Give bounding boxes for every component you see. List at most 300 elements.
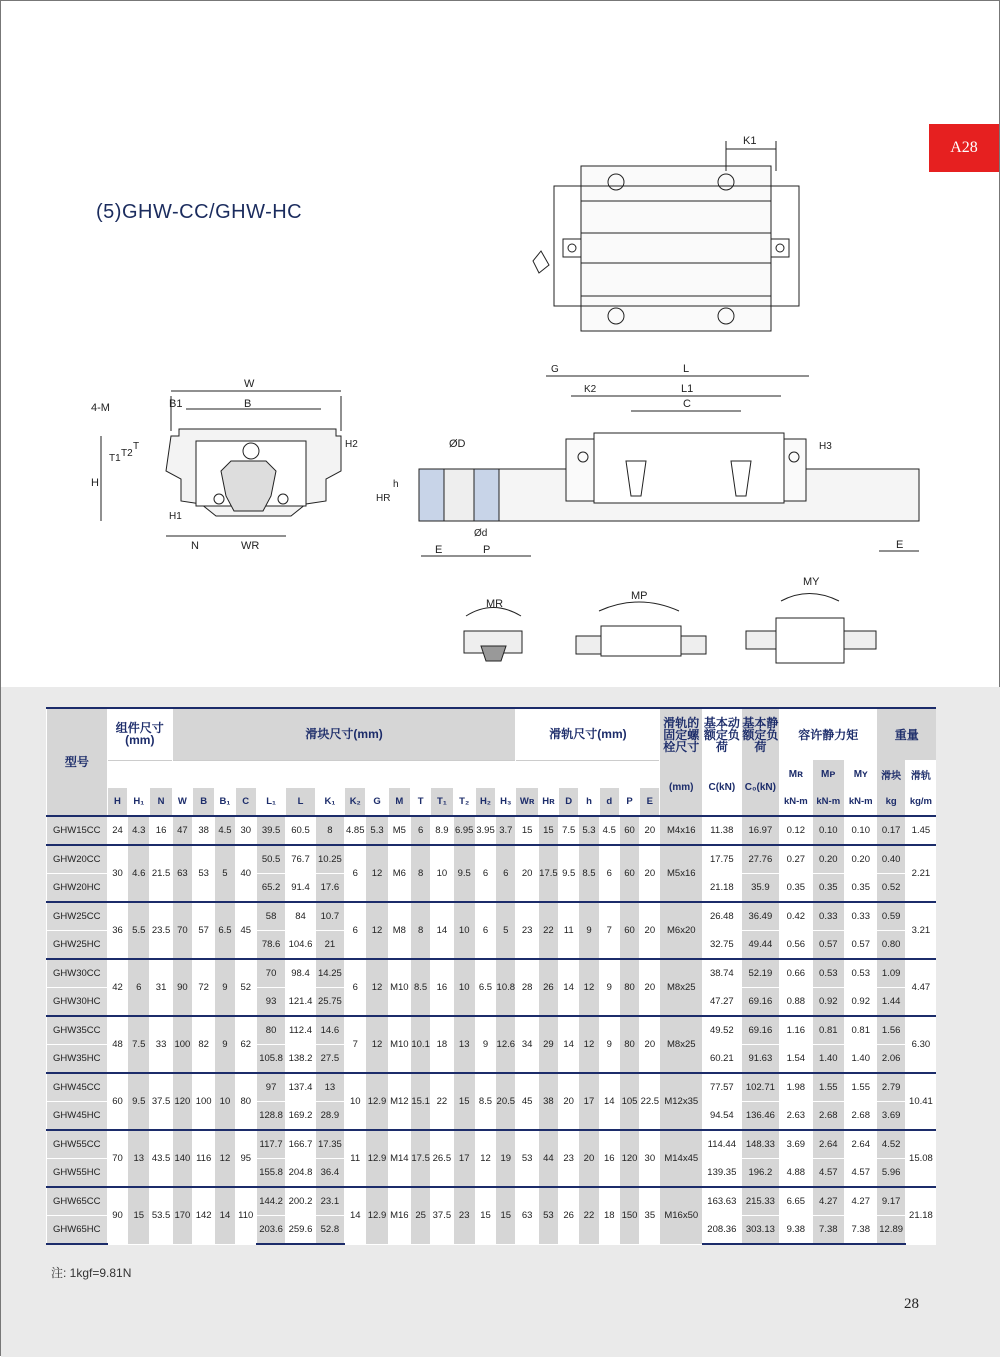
cell-mr: 1.98 — [780, 1073, 812, 1102]
cell-l1: 203.6 — [256, 1215, 285, 1244]
label-k1: K1 — [743, 135, 757, 147]
cell-h: 12 — [579, 1016, 599, 1073]
cell-bolt: M12x35 — [660, 1073, 703, 1130]
cell-h: 36 — [107, 902, 127, 959]
cell-t1: 37.5 — [431, 1187, 453, 1244]
cell-c0: 16.97 — [741, 816, 780, 845]
cell-hr: 29 — [538, 1016, 558, 1073]
cell-l1: 93 — [256, 987, 285, 1016]
cell-c0: 215.33 — [741, 1187, 780, 1216]
cell-h: 8.5 — [579, 845, 599, 902]
cell-h: 9 — [579, 902, 599, 959]
cell-my: 0.57 — [845, 930, 877, 959]
cell-h2: 15 — [475, 1187, 495, 1244]
cell-k2: 6 — [345, 902, 366, 959]
cell-k1: 8 — [315, 816, 344, 845]
cell-mr: 0.56 — [780, 930, 812, 959]
cell-mr: 2.63 — [780, 1101, 812, 1130]
cell-my: 4.57 — [845, 1158, 877, 1187]
cell-d: 4.5 — [599, 816, 619, 845]
cell-cd: 26.48 — [703, 902, 742, 931]
unit-note: 注: 1kgf=9.81N — [51, 1266, 132, 1280]
cell-my: 7.38 — [845, 1215, 877, 1244]
cell-rail-weight: 6.30 — [905, 1016, 936, 1073]
cell-h1: 15 — [128, 1187, 150, 1244]
cell-hr: 38 — [538, 1073, 558, 1130]
label-t: T — [133, 441, 140, 452]
label-g: G — [551, 364, 559, 375]
cell-wr: 34 — [516, 1016, 538, 1073]
spec-table — [46, 707, 936, 1245]
model-cell: GHW35HC — [47, 1044, 108, 1073]
cell-h: 90 — [107, 1187, 127, 1244]
cell-kg: 3.69 — [877, 1101, 905, 1130]
cell-g: 12.9 — [366, 1073, 388, 1130]
hdr-unit: H₂ — [475, 788, 495, 816]
cell-n: 37.5 — [150, 1073, 172, 1130]
cell-w: 140 — [172, 1130, 192, 1187]
hdr-moment: 容许静力矩 — [780, 708, 877, 760]
hdr-unit: K₂ — [345, 788, 366, 816]
cell-c: 95 — [235, 1130, 256, 1187]
cell-mp: 0.57 — [812, 930, 844, 959]
cell-mr: 0.88 — [780, 987, 812, 1016]
cell-h: 20 — [579, 1130, 599, 1187]
cell-l: 112.4 — [286, 1016, 315, 1045]
cell-kg: 12.89 — [877, 1215, 905, 1244]
hdr-unit: T₁ — [431, 788, 453, 816]
label-h1: H1 — [169, 511, 182, 522]
model-cell: GHW65HC — [47, 1215, 108, 1244]
cell-d: 26 — [559, 1187, 579, 1244]
hdr-unit: E — [640, 788, 660, 816]
cell-hr: 44 — [538, 1130, 558, 1187]
cell-kg: 0.17 — [877, 816, 905, 845]
cell-hr: 22 — [538, 902, 558, 959]
cell-mr: 4.88 — [780, 1158, 812, 1187]
hdr-unit: H₁ — [128, 788, 150, 816]
cell-l1: 155.8 — [256, 1158, 285, 1187]
cell-k1: 28.9 — [315, 1101, 344, 1130]
cell-cd: 60.21 — [703, 1044, 742, 1073]
cell-bolt: M4x16 — [660, 816, 703, 845]
cell-k2: 6 — [345, 845, 366, 902]
cell-kg: 5.96 — [877, 1158, 905, 1187]
label-mp: MP — [631, 590, 648, 602]
cell-l: 259.6 — [286, 1215, 315, 1244]
label-b: B — [244, 398, 252, 410]
cell-h1: 13 — [128, 1130, 150, 1187]
table-row — [47, 1016, 937, 1045]
side-view-drawing — [376, 363, 919, 556]
cell-n: 31 — [150, 959, 172, 1016]
hdr-unit: P — [619, 788, 639, 816]
cell-b: 116 — [193, 1130, 215, 1187]
cell-k1: 17.35 — [315, 1130, 344, 1159]
cell-l1: 117.7 — [256, 1130, 285, 1159]
cell-cd: 208.36 — [703, 1215, 742, 1244]
cell-cd: 11.38 — [703, 816, 742, 845]
model-cell: GHW35CC — [47, 1016, 108, 1045]
cell-c: 45 — [235, 902, 256, 959]
hdr-unit-dyn: C(kN) — [703, 760, 742, 816]
cell-t1: 22 — [431, 1073, 453, 1130]
cell-h2: 12 — [475, 1130, 495, 1187]
cell-c: 110 — [235, 1187, 256, 1244]
hdr-unit: kN-m — [780, 788, 812, 816]
cell-h: 48 — [107, 1016, 127, 1073]
cell-h: 22 — [579, 1187, 599, 1244]
cell-mp: 0.35 — [812, 873, 844, 902]
cell-p: 80 — [619, 959, 639, 1016]
cell-d: 14 — [599, 1073, 619, 1130]
hdr-unit: kg/m — [905, 788, 936, 816]
cell-g: 12 — [366, 845, 388, 902]
cell-h: 17 — [579, 1073, 599, 1130]
hdr-bolt: 滑轨的固定螺栓尺寸 — [660, 708, 703, 760]
cell-rail-weight: 3.21 — [905, 902, 936, 959]
table-row — [47, 959, 937, 988]
cell-my: 0.33 — [845, 902, 877, 931]
cell-h1: 9.5 — [128, 1073, 150, 1130]
cell-k1: 10.7 — [315, 902, 344, 931]
cell-h2: 6.5 — [475, 959, 495, 1016]
cell-p: 60 — [619, 845, 639, 902]
cell-rail-weight: 1.45 — [905, 816, 936, 845]
hdr-sub-my: Mʏ — [845, 760, 877, 788]
cell-c0: 148.33 — [741, 1130, 780, 1159]
table-row — [47, 1187, 937, 1216]
cell-c: 80 — [235, 1073, 256, 1130]
hdr-unit: h — [579, 788, 599, 816]
cell-kg: 0.59 — [877, 902, 905, 931]
hdr-block: 滑块尺寸(mm) — [172, 708, 516, 760]
cell-c0: 303.13 — [741, 1215, 780, 1244]
cell-mp: 0.81 — [812, 1016, 844, 1045]
cell-wr: 63 — [516, 1187, 538, 1244]
cell-n: 16 — [150, 816, 172, 845]
cell-h1: 7.5 — [128, 1016, 150, 1073]
cell-t2: 6.95 — [453, 816, 475, 845]
cell-c0: 136.46 — [741, 1101, 780, 1130]
cell-k1: 17.6 — [315, 873, 344, 902]
cell-h1: 4.3 — [128, 816, 150, 845]
cell-l: 204.8 — [286, 1158, 315, 1187]
model-cell: GHW55CC — [47, 1130, 108, 1159]
cell-w: 70 — [172, 902, 192, 959]
cell-e: 20 — [640, 1016, 660, 1073]
cell-mp: 4.57 — [812, 1158, 844, 1187]
cell-l1: 128.8 — [256, 1101, 285, 1130]
label-t1: T1 — [109, 453, 121, 464]
cell-l1: 58 — [256, 902, 285, 931]
cell-m: M14 — [388, 1130, 410, 1187]
model-cell: GHW30CC — [47, 959, 108, 988]
cell-k1: 52.8 — [315, 1215, 344, 1244]
cell-h3: 15 — [496, 1187, 516, 1244]
page-number: 28 — [904, 1296, 919, 1312]
label-c: C — [683, 398, 691, 410]
cell-bolt: M14x45 — [660, 1130, 703, 1187]
cell-my: 0.53 — [845, 959, 877, 988]
cell-c0: 102.71 — [741, 1073, 780, 1102]
cell-t: 6 — [410, 816, 430, 845]
cell-b1: 5 — [215, 845, 235, 902]
cell-c0: 196.2 — [741, 1158, 780, 1187]
cell-b1: 9 — [215, 959, 235, 1016]
cell-n: 23.5 — [150, 902, 172, 959]
hdr-unit: H — [107, 788, 127, 816]
cell-my: 0.81 — [845, 1016, 877, 1045]
top-view-drawing — [533, 135, 799, 331]
cell-d: 14 — [559, 1016, 579, 1073]
cell-l: 84 — [286, 902, 315, 931]
cell-t2: 23 — [453, 1187, 475, 1244]
cell-my: 2.64 — [845, 1130, 877, 1159]
cell-e: 20 — [640, 959, 660, 1016]
cell-d: 14 — [559, 959, 579, 1016]
cell-t: 8 — [410, 902, 430, 959]
hdr-unit: kN-m — [845, 788, 877, 816]
cell-bolt: M6x20 — [660, 902, 703, 959]
cell-h2: 6 — [475, 902, 495, 959]
table-row — [47, 1130, 937, 1159]
cell-rail-weight: 15.08 — [905, 1130, 936, 1187]
model-cell: GHW20HC — [47, 873, 108, 902]
cell-n: 21.5 — [150, 845, 172, 902]
cell-h1: 4.6 — [128, 845, 150, 902]
cell-hr: 17.5 — [538, 845, 558, 902]
cell-h: 60 — [107, 1073, 127, 1130]
cell-m: M6 — [388, 845, 410, 902]
page-title: (5)GHW-CC/GHW-HC — [96, 201, 303, 223]
cell-mr: 0.35 — [780, 873, 812, 902]
hdr-unit: M — [388, 788, 410, 816]
front-view-drawing — [91, 378, 358, 552]
cell-w: 170 — [172, 1187, 192, 1244]
cell-b1: 12 — [215, 1130, 235, 1187]
cell-b: 82 — [193, 1016, 215, 1073]
cell-my: 2.68 — [845, 1101, 877, 1130]
cell-l1: 105.8 — [256, 1044, 285, 1073]
cell-k1: 10.25 — [315, 845, 344, 874]
cell-w: 90 — [172, 959, 192, 1016]
cell-l1: 80 — [256, 1016, 285, 1045]
hdr-unit: G — [366, 788, 388, 816]
cell-l1: 144.2 — [256, 1187, 285, 1216]
model-cell: GHW20CC — [47, 845, 108, 874]
cell-t2: 13 — [453, 1016, 475, 1073]
hdr-assembly: 组件尺寸(mm) — [107, 708, 172, 760]
cell-l1: 65.2 — [256, 873, 285, 902]
cell-k2: 7 — [345, 1016, 366, 1073]
cell-mp: 2.68 — [812, 1101, 844, 1130]
label-h-small: h — [393, 479, 399, 490]
cell-l: 91.4 — [286, 873, 315, 902]
label-k2: K2 — [584, 384, 597, 395]
cell-h: 12 — [579, 959, 599, 1016]
cell-b: 100 — [193, 1073, 215, 1130]
technical-drawings — [1, 1, 1000, 687]
cell-mp: 0.20 — [812, 845, 844, 874]
cell-mp: 4.27 — [812, 1187, 844, 1216]
cell-h: 42 — [107, 959, 127, 1016]
label-l1: L1 — [681, 383, 694, 395]
model-cell: GHW45CC — [47, 1073, 108, 1102]
cell-t: 17.5 — [410, 1130, 430, 1187]
cell-t: 10.1 — [410, 1016, 430, 1073]
cell-mp: 7.38 — [812, 1215, 844, 1244]
cell-kg: 0.40 — [877, 845, 905, 874]
cell-d: 9 — [599, 959, 619, 1016]
cell-t: 15.1 — [410, 1073, 430, 1130]
cell-l: 200.2 — [286, 1187, 315, 1216]
label-p: P — [483, 544, 491, 556]
cell-l1: 78.6 — [256, 930, 285, 959]
cell-h1: 5.5 — [128, 902, 150, 959]
cell-e: 35 — [640, 1187, 660, 1244]
cell-c: 62 — [235, 1016, 256, 1073]
cell-mp: 2.64 — [812, 1130, 844, 1159]
cell-b1: 10 — [215, 1073, 235, 1130]
cell-wr: 23 — [516, 902, 538, 959]
cell-d: 11 — [559, 902, 579, 959]
cell-wr: 45 — [516, 1073, 538, 1130]
hdr-unit: T₂ — [453, 788, 475, 816]
cell-mr: 0.27 — [780, 845, 812, 874]
cell-b1: 6.5 — [215, 902, 235, 959]
cell-my: 1.55 — [845, 1073, 877, 1102]
hdr-unit: B — [193, 788, 215, 816]
cell-p: 80 — [619, 1016, 639, 1073]
cell-l1: 70 — [256, 959, 285, 988]
cell-t2: 15 — [453, 1073, 475, 1130]
cell-mp: 0.92 — [812, 987, 844, 1016]
cell-p: 105 — [619, 1073, 639, 1130]
cell-k2: 6 — [345, 959, 366, 1016]
model-cell: GHW25CC — [47, 902, 108, 931]
cell-g: 12 — [366, 902, 388, 959]
cell-w: 63 — [172, 845, 192, 902]
cell-mr: 0.12 — [780, 816, 812, 845]
cell-m: M10 — [388, 1016, 410, 1073]
cell-l: 76.7 — [286, 845, 315, 874]
cell-kg: 1.56 — [877, 1016, 905, 1045]
cell-l1: 97 — [256, 1073, 285, 1102]
hdr-unit: N — [150, 788, 172, 816]
cell-h2: 9 — [475, 1016, 495, 1073]
cell-d: 9.5 — [559, 845, 579, 902]
cell-b: 53 — [193, 845, 215, 902]
cell-t1: 8.9 — [431, 816, 453, 845]
label-t2: T2 — [121, 448, 133, 459]
table-row — [47, 845, 937, 874]
hdr-unit: K₁ — [315, 788, 344, 816]
cell-h1: 6 — [128, 959, 150, 1016]
cell-h: 24 — [107, 816, 127, 845]
model-cell: GHW25HC — [47, 930, 108, 959]
cell-kg: 2.79 — [877, 1073, 905, 1102]
hdr-stat: 基本静额定负荷 — [741, 708, 780, 760]
cell-m: M16 — [388, 1187, 410, 1244]
cell-b1: 9 — [215, 1016, 235, 1073]
cell-b: 142 — [193, 1187, 215, 1244]
label-h2: H2 — [345, 439, 358, 450]
cell-k2: 10 — [345, 1073, 366, 1130]
cell-wr: 20 — [516, 845, 538, 902]
cell-t1: 10 — [431, 845, 453, 902]
hdr-rail: 滑轨尺寸(mm) — [516, 708, 660, 760]
cell-t2: 10 — [453, 959, 475, 1016]
cell-rail-weight: 2.21 — [905, 845, 936, 902]
cell-bolt: M16x50 — [660, 1187, 703, 1244]
cell-c0: 91.63 — [741, 1044, 780, 1073]
cell-k1: 23.1 — [315, 1187, 344, 1216]
cell-d: 16 — [599, 1130, 619, 1187]
cell-my: 1.40 — [845, 1044, 877, 1073]
cell-mp: 0.10 — [812, 816, 844, 845]
cell-h2: 8.5 — [475, 1073, 495, 1130]
cell-t2: 9.5 — [453, 845, 475, 902]
cell-e: 20 — [640, 902, 660, 959]
cell-n: 53.5 — [150, 1187, 172, 1244]
cell-mp: 1.40 — [812, 1044, 844, 1073]
label-my: MY — [803, 576, 820, 588]
hdr-weight: 重量 — [877, 708, 936, 760]
cell-mr: 3.69 — [780, 1130, 812, 1159]
cell-t1: 26.5 — [431, 1130, 453, 1187]
cell-rail-weight: 21.18 — [905, 1187, 936, 1244]
cell-mr: 0.42 — [780, 902, 812, 931]
hdr-unit: Wʀ — [516, 788, 538, 816]
cell-hr: 26 — [538, 959, 558, 1016]
cell-l: 137.4 — [286, 1073, 315, 1102]
hdr-sub-rail-w: 滑轨 — [905, 760, 936, 788]
cell-cd: 114.44 — [703, 1130, 742, 1159]
cell-c0: 35.9 — [741, 873, 780, 902]
cell-l: 104.6 — [286, 930, 315, 959]
cell-h3: 20.5 — [496, 1073, 516, 1130]
label-n: N — [191, 540, 199, 552]
hdr-unit: Hʀ — [538, 788, 558, 816]
cell-d: 7.5 — [559, 816, 579, 845]
label-l: L — [683, 363, 690, 375]
cell-l: 121.4 — [286, 987, 315, 1016]
cell-k1: 21 — [315, 930, 344, 959]
hdr-dyn: 基本动额定负荷 — [703, 708, 742, 760]
cell-c0: 36.49 — [741, 902, 780, 931]
cell-my: 0.10 — [845, 816, 877, 845]
hdr-unit-bolt: (mm) — [660, 760, 703, 816]
cell-mr: 1.16 — [780, 1016, 812, 1045]
cell-kg: 4.52 — [877, 1130, 905, 1159]
cell-mp: 1.55 — [812, 1073, 844, 1102]
cell-hr: 15 — [538, 816, 558, 845]
cell-l: 98.4 — [286, 959, 315, 988]
cell-my: 4.27 — [845, 1187, 877, 1216]
hdr-unit: kN-m — [812, 788, 844, 816]
cell-n: 43.5 — [150, 1130, 172, 1187]
cell-t2: 17 — [453, 1130, 475, 1187]
hdr-sub-mp: Mᴘ — [812, 760, 844, 788]
cell-kg: 9.17 — [877, 1187, 905, 1216]
cell-h: 5.3 — [579, 816, 599, 845]
model-cell: GHW15CC — [47, 816, 108, 845]
page-tab: A28 — [929, 124, 999, 172]
cell-cd: 94.54 — [703, 1101, 742, 1130]
model-cell: GHW55HC — [47, 1158, 108, 1187]
hdr-unit: d — [599, 788, 619, 816]
